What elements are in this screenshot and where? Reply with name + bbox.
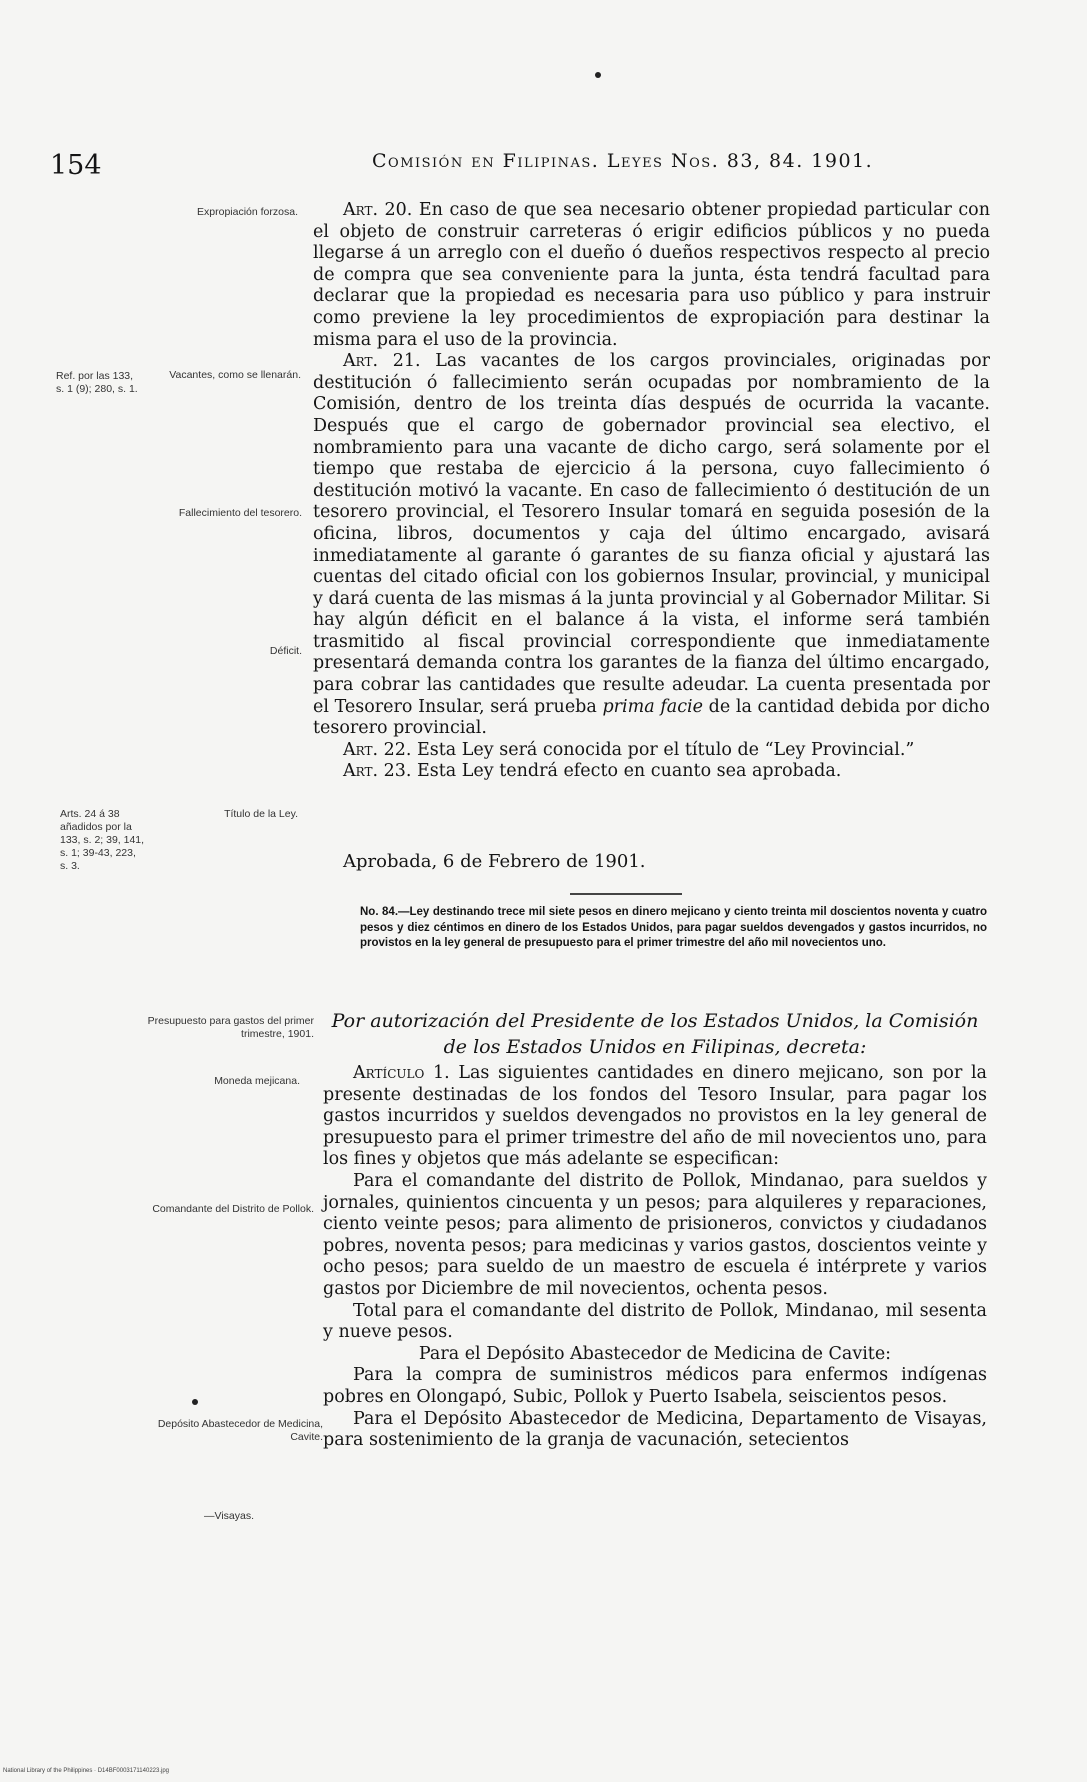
enacting-clause-line-1: Por autorización del Presidente de los Estados Unidos, la Comisión: [331, 1010, 979, 1032]
article-21-text: Las vacantes de los cargos provinciales, originadas por destitución ó fallecimiento serán ocupadas por nombramiento de la Comisión, dentro de los treinta días después de ocurrida la vacante. Después que el cargo de gobernador provincial sea electivo, el nombramiento para una vacante de dicho cargo, será solamente por el tiempo que restaba de ejercicio á la persona, cuyo fallecimiento ó destitución motivó la vacante. En caso de fallecimiento ó destitución de un tesorero provincial, el Tesorero Insular tomará en seguida posesión de la oficina, libros, documentos y caja del último encargado, avisará inmediatamente al garante ó garantes de su fianza oficial y ajustará las cuentas del citado oficial con los gobiernos Insular, provincial, y municipal y dará cuenta de las mismas á la junta provincial y al Gobernador Militar. Si hay algún déficit en el balance á la vista, el informe será también trasmitido al fiscal provincial correspondiente que inmediatamente presentará demanda contra los garantes de la fianza del último encargado, para cobrar las cantidades que resulte adeudar. La cuenta presentada por el Tesorero Insular, será prueba: [313, 351, 990, 717]
article-21-label: Art. 21.: [343, 351, 421, 372]
sidenote-visayas: —Visayas.: [204, 1510, 254, 1522]
sidenote-deficit: Déficit.: [269, 645, 302, 657]
article-20-label: Art. 20.: [343, 200, 413, 220]
scan-credit: National Library of the Philippines · D14BF0003171140223.jpg: [3, 1768, 169, 1774]
sidenote-titulo: Título de la Ley.: [224, 808, 298, 820]
pollok-total: Total para el comandante del distrito de Pollok, Mindanao, mil sesenta y nueve pesos.: [323, 1300, 987, 1343]
sidenote-vacantes: Vacantes, como se llenarán.: [169, 369, 301, 381]
cavite-heading: Para el Depósito Abastecedor de Medicina de Cavite:: [418, 1343, 892, 1364]
section-divider: [570, 893, 682, 895]
visayas-appropriation: Para el Depósito Abastecedor de Medicina, Departamento de Visayas, para sostenimiento de la granja de vacunación, setecientos: [323, 1408, 987, 1451]
pollok-appropriation: Para el comandante del distrito de Pollok, Mindanao, para sueldos y jornales, quinientos cincuenta y un pesos; para alquileres y reparaciones, ciento veinte pesos; para alimento de prisioneros, convictos y ciudadanos pobres, noventa pesos; para medicinas y varios gastos, doscientos veinte y ocho pesos; para sueldo de un maestro de escuela é intérprete y varios gastos por Diciembre de mil novecientos, ochenta pesos.: [323, 1170, 987, 1299]
sidenote-comandante: Comandante del Distrito de Pollok.: [152, 1203, 314, 1215]
article-23: [313, 761, 990, 783]
sidenote-presupuesto: Presupuesto para gastos del primer trimestre, 1901.: [147, 1015, 314, 1040]
sidenote-arts: Arts. 24 á 38 añadidos por la 133, s. 2; 39, 141, s. 1; 39-43, 223, s. 3.: [60, 808, 145, 872]
margin-mark-dot: [192, 1399, 198, 1405]
sidenote-ref: Ref. por las 133, s. 1 (9); 280, s. 1.: [56, 370, 138, 395]
article-20: [313, 200, 990, 351]
article-21-tail: de la cantidad debida por dicho tesorero provincial.: [313, 696, 990, 739]
article-23-text: Esta Ley tendrá efecto en cuanto sea aprobada.: [417, 761, 842, 782]
article-1: [323, 1063, 987, 1171]
running-head: Comisión en Filipinas. Leyes Nos. 83, 84. 1901.: [372, 150, 874, 172]
sidenote-moneda: Moneda mejicana.: [214, 1075, 300, 1087]
cavite-appropriation: Para la compra de suministros médicos para enfermos indígenas pobres en Olongapó, Subic, Pollok y Puerto Isabela, seiscientos pesos.: [323, 1365, 987, 1407]
prima-facie: prima facie: [602, 696, 703, 717]
law-83-body: [313, 200, 990, 783]
article-21: [313, 351, 990, 740]
approval-date: Aprobada, 6 de Febrero de 1901.: [343, 851, 646, 872]
article-22-label: Art. 22.: [343, 739, 412, 760]
article-22: [313, 740, 990, 762]
law-84-title: No. 84.—Ley destinando trece mil siete pesos en dinero mejicano y ciento treinta mil doscientos noventa y cuatro pesos y diez céntimos en dinero de los Estados Unidos, para pagar sueldos devengados y gastos incurridos, no provistos en la ley general de presupuesto para el primer trimestre del año mil novecientos uno.: [360, 906, 987, 949]
top-mark-dot: [595, 72, 601, 78]
page-number: 154: [50, 150, 102, 181]
sidenote-deposito: Depósito Abastecedor de Medicina, Cavite.: [157, 1418, 323, 1443]
enacting-clause: [323, 1008, 987, 1060]
article-22-text: Esta Ley será conocida por el título de “Ley Provincial.”: [417, 739, 915, 760]
law-84-body: [323, 1063, 987, 1452]
article-20-text: En caso de que sea necesario obtener propiedad particular con el objeto de construir carreteras ó erigir edificios públicos y no pueda llegarse á un arreglo con el dueño ó dueños respectivos respecto al precio de compra que sea conveniente para la junta, ésta tendrá facultad para declarar que la propiedad es necesaria para uso público y para instruir como previene la ley procedimientos de expropiación para destinar la misma para el uso de la provincia.: [313, 200, 990, 350]
article-23-label: Art. 23.: [343, 761, 412, 782]
sidenote-expropiacion: Expropiación forzosa.: [197, 206, 298, 218]
enacting-clause-line-2: de los Estados Unidos en Filipinas, decreta:: [443, 1036, 867, 1058]
sidenote-fallecimiento: Fallecimiento del tesorero.: [178, 507, 302, 519]
article-1-label: Artículo 1.: [353, 1063, 450, 1083]
article-1-text: Las siguientes cantidades en dinero mejicano, son por la presente destinadas de los fondos del Tesoro Insular, para pagar los gastos incurridos y sueldos devengados no provistos en la ley general de presupuesto para el primer trimestre del año de mil novecientos uno, para los fines y objetos que más adelante se especifican:: [323, 1063, 987, 1170]
